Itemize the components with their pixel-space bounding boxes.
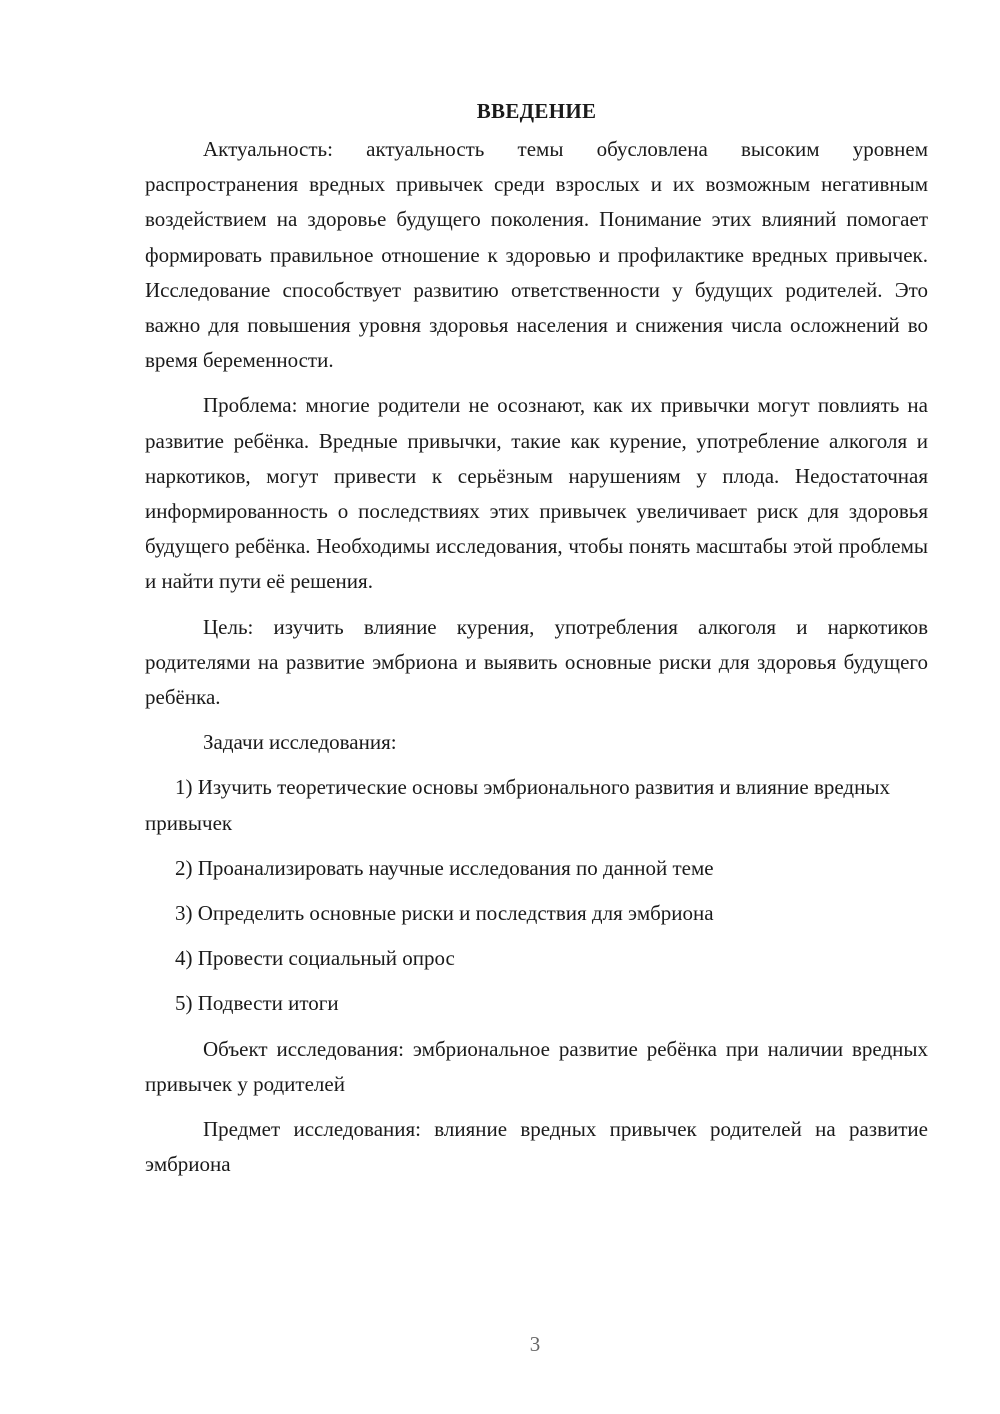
task-item-1: 1) Изучить теоретические основы эмбрионального развития и влияние вредных привычек — [145, 775, 890, 835]
task-item-4: 4) Провести социальный опрос — [175, 946, 455, 971]
relevance-paragraph: Актуальность: актуальность темы обусловлена высоким уровнем распространения вредных привычек среди взрослых и их возможным негативным воздействием на здоровье будущего поколения. Понимание этих влияний помогает формировать правильное отношение к здоровью и профилактике вредных привычек. Исследование способствует развитию ответственности у будущих родителей. Это важно для повышения уровня здоровья населения и снижения числа осложнений во время беременности. — [145, 137, 928, 373]
tasks-heading: Задачи исследования: — [203, 730, 397, 755]
task-item-2: 2) Проанализировать научные исследования по данной теме — [175, 855, 714, 880]
problem-paragraph: Проблема: многие родители не осознают, как их привычки могут повлиять на развитие ребёнка. Вредные привычки, такие как курение, употребление алкоголя и наркотиков, могут привести к серьёзным нарушениям у плода. Недостаточная информированность о последствиях этих привычек увеличивает риск для здоровья будущего ребёнка. Необходимы исследования, чтобы понять масштабы этой проблемы и найти пути её решения. — [145, 393, 928, 594]
subject-paragraph: Предмет исследования: влияние вредных привычек родителей на развитие эмбриона — [145, 1117, 928, 1177]
document-page — [145, 96, 928, 1192]
task-item-3: 3) Определить основные риски и последствия для эмбриона — [175, 901, 714, 926]
section-heading: ВВЕДЕНИЕ — [476, 99, 597, 123]
task-item-5: 5) Подвести итоги — [175, 991, 339, 1016]
object-paragraph: Объект исследования: эмбриональное развитие ребёнка при наличии вредных привычек у родителей — [145, 1036, 928, 1096]
goal-paragraph: Цель: изучить влияние курения, употребления алкоголя и наркотиков родителями на развитие эмбриона и выявить основные риски для здоровья будущего ребёнка. — [145, 614, 928, 710]
page-number: 3 — [529, 1332, 541, 1356]
